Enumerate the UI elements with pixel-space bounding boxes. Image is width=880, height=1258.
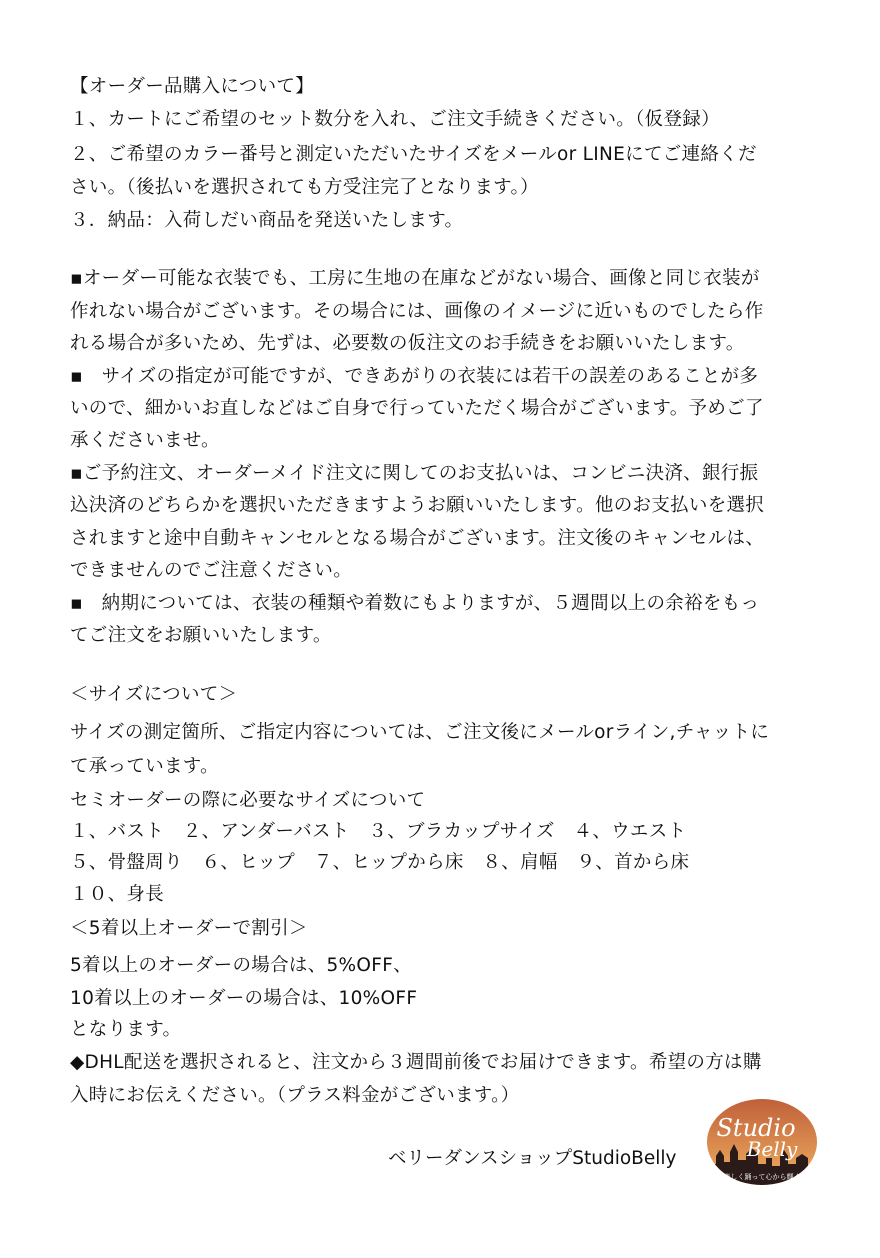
note-4-line-1: ▪︎ 納期については、衣装の種類や着数にもよりますが、５週間以上の余裕をもっ <box>70 593 760 614</box>
size-list-line-1: １、バスト ２、アンダーバスト ３、ブラカップサイズ ４、ウエスト <box>70 821 687 842</box>
order-step-2-line-2: さい。（後払いを選択されても方受注完了となります。） <box>70 177 539 198</box>
note-1-line-2: 作れない場合がございます。その場合には、画像のイメージに近いものでしたら作 <box>70 301 764 322</box>
order-heading: 【オーダー品購入について】 <box>70 76 315 97</box>
discount-line-1: 5着以上のオーダーの場合は、5%OFF、 <box>70 955 412 976</box>
size-intro-line-2: て承っています。 <box>70 756 219 777</box>
shipping-line-2: 入時にお伝えください。（プラス料金がございます。） <box>70 1085 520 1106</box>
note-1-line-1: ▪︎オーダー可能な衣装でも、工房に生地の在庫などがない場合、画像と同じ衣装が <box>70 268 760 289</box>
note-3-line-1: ▪︎ご予約注文、オーダーメイド注文に関してのお支払いは、コンビニ決済、銀行振 <box>70 463 759 484</box>
note-3-line-2: 込決済のどちらかを選択いただきますようお願いいたします。他のお支払いを選択 <box>70 495 765 516</box>
discount-heading: ＜5着以上オーダーで割引＞ <box>70 918 308 939</box>
size-list-line-3: １０、身長 <box>70 884 165 905</box>
note-3-line-4: できませんのでご注意ください。 <box>70 560 353 581</box>
order-step-1: １、カートにご希望のセット数分を入れ、ご注文手続きください。（仮登録） <box>70 109 720 130</box>
note-3-line-3: されますと途中自動キャンセルとなる場合がございます。注文後のキャンセルは、 <box>70 528 765 549</box>
logo-text-belly: Belly <box>746 1137 798 1161</box>
discount-line-2: 10着以上のオーダーの場合は、10%OFF <box>70 988 418 1009</box>
discount-line-3: となります。 <box>70 1019 182 1040</box>
note-2-line-2: いので、細かいお直しなどはご自身で行っていただく場合がございます。予めご了 <box>70 398 764 419</box>
order-step-2-line-1: ２、ご希望のカラー番号と測定いただいたサイズをメールor LINEにてご連絡くだ <box>70 144 757 165</box>
studio-belly-logo <box>706 1098 818 1186</box>
logo-text-studio: Studio <box>716 1114 796 1142</box>
semi-order-heading: セミオーダーの際に必要なサイズについて <box>70 790 426 811</box>
shop-signature: ベリーダンスショップStudioBelly <box>388 1148 677 1169</box>
note-2-line-1: ▪︎ サイズの指定が可能ですが、できあがりの衣装には若干の誤差のあることが多 <box>70 366 759 387</box>
size-list-line-2: ５、骨盤周り ６、ヒップ ７、ヒップから床 ８、肩幅 ９、首から床 <box>70 852 690 873</box>
note-1-line-3: れる場合が多いため、先ずは、必要数の仮注文のお手続きをお願いいたします。 <box>70 333 745 354</box>
logo-graphic <box>706 1098 818 1186</box>
order-step-3: ３．納品：入荷しだい商品を発送いたします。 <box>70 210 464 231</box>
size-heading: ＜サイズについて＞ <box>70 684 238 705</box>
size-intro-line-1: サイズの測定箇所、ご指定内容については、ご注文後にメールorライン,チャットに <box>70 722 770 743</box>
note-4-line-2: てご注文をお願いいたします。 <box>70 625 332 646</box>
logo-tagline: 楽しく踊って心から輝く <box>723 1173 801 1181</box>
note-2-line-3: 承くださいませ。 <box>70 430 220 451</box>
shipping-line-1: ◆DHL配送を選択されると、注文から３週間前後でお届けできます。希望の方は購 <box>70 1052 762 1073</box>
